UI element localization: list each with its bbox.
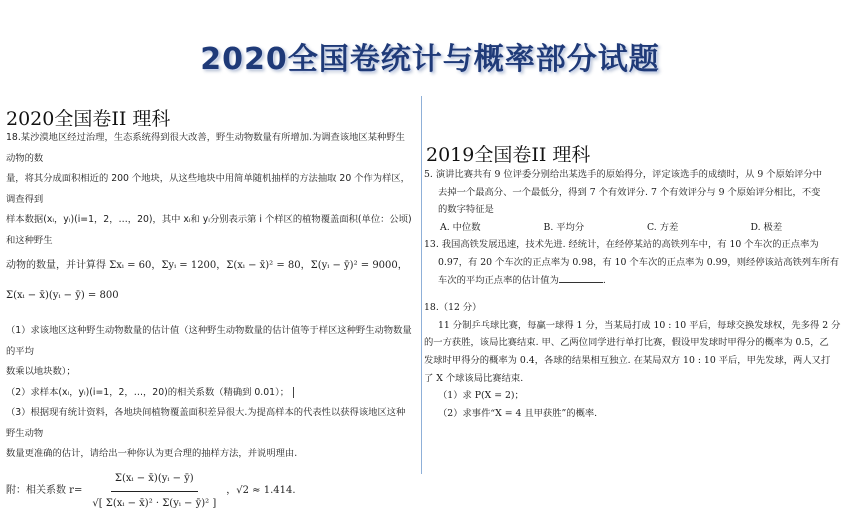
q18-heading: 18.（12 分） [424, 302, 482, 314]
q18-text-line: 18.某沙漠地区经过治理，生态系统得到很大改善，野生动物数量有所增加.为调查该地区某种野生动物的数 [6, 132, 405, 164]
q18-sums-line: 动物的数量，并计算得 Σxᵢ = 60，Σyᵢ = 1200，Σ(xᵢ − x̄)² = 80，Σ(yᵢ − ȳ)² = 9000， [6, 260, 408, 271]
q5-text-line: 去掉一个最高分、一个最低分，得到 7 个有效评分. 7 个有效评分与 9 个原始评分相比，不变 [438, 186, 821, 198]
q18-cross-sum-line: Σ(xᵢ − x̄)(yᵢ − ȳ) = 800 [6, 290, 119, 301]
choice-a: A. 中位数 [440, 221, 481, 233]
column-divider [421, 96, 422, 474]
part1-text: 数乘以地块数）； [6, 366, 76, 377]
part1-text: （1）求该地区这种野生动物数量的估计值（这种野生动物数量的估计值等于样区这种野生动物数量的平均 [6, 325, 412, 357]
q13-text: 车次的平均正点率的估计值为 [438, 274, 559, 286]
q5-text-line: 的数字特征是 [438, 204, 494, 216]
q18-part2: （2）求事件“X = 4 且甲获胜”的概率. [438, 407, 598, 419]
choice-d: D. 极差 [750, 221, 783, 233]
q18-text-line: 了 X 个球该局比赛结束. [424, 372, 524, 384]
corr-numerator: Σ(xᵢ − x̄)(yᵢ − ȳ) [111, 469, 198, 493]
choice-b: B. 平均分 [543, 221, 585, 233]
part3-text: 数量更准确的估计，请给出一种你认为更合理的抽样方法，并说明理由. [6, 448, 298, 459]
part3-text: （3）根据现有统计资料，各地块间植物覆盖面积差异很大.为提高样本的代表性以获得该地区这种野生动物 [6, 407, 406, 439]
q18-text-line: 样本数据(xᵢ，yᵢ)(i=1，2，…，20)，其中 xᵢ和 yᵢ分别表示第 i 个样区的植物覆盖面积(单位：公顷)和这种野生 [6, 214, 412, 246]
q13-text-line: 0.97，有 20 个车次的正点率为 0.98，有 10 个车次的正点率为 0.99，则经停该站高铁列车所有 [438, 256, 839, 268]
q18-part1: （1）求 P(X = 2)； [438, 390, 524, 402]
q5-choices [424, 219, 854, 237]
part2-text [6, 383, 412, 404]
corr-prefix: 附：相关系数 r= [6, 485, 83, 497]
q13-text-line: 13. 我国高铁发展迅速，技术先进. 经统计，在经停某站的高铁列车中，有 10 个车次的正点率为 [424, 239, 819, 251]
q18-text-line: 的一方获胜，该局比赛结束. 甲、乙两位同学进行单打比赛，假设甲发球时甲得分的概率为 0.5，乙 [424, 337, 829, 349]
q5-text-line: 5. 演讲比赛共有 9 位评委分别给出某选手的原始得分，评定该选手的成绩时，从 9 个原始评分中 [424, 169, 823, 180]
page-title: 2020全国卷统计与概率部分试题 [200, 42, 660, 77]
left-question-block [6, 128, 412, 515]
answer-blank [559, 272, 603, 283]
q13-text-line: 车次的平均正点率的估计值为 . [424, 272, 854, 290]
right-question-block [424, 166, 854, 422]
text-cursor [293, 387, 294, 398]
left-section-heading: 2020全国卷II 理科 [6, 108, 171, 130]
sqrt2-note: ，√2 ≈ 1.414. [226, 485, 296, 497]
q18-text-line: 11 分制乒乓球比赛，每赢一球得 1 分，当某局打成 10 : 10 平后，每球交换发球权，先多得 2 分 [438, 319, 841, 331]
choice-c: C. 方差 [647, 221, 679, 233]
q18-text-line: 发球时甲得分的概率为 0.4，各球的结果相互独立. 在某局双方 10 : 10 平后，甲先发球，两人又打 [424, 354, 831, 366]
corr-fraction [88, 469, 220, 515]
part2-label: （2）求样本(xᵢ，yᵢ)(i=1，2，…，20)的相关系数（精确到 0.01）； [6, 386, 290, 398]
corr-denominator: √[ Σ(xᵢ − x̄)² · Σ(yᵢ − ȳ)² ] [92, 498, 217, 509]
right-section-heading: 2019全国卷II 理科 [426, 144, 591, 166]
q18-text-line: 量，将其分成面积相近的 200 个地块，从这些地块中用简单随机抽样的方法抽取 20 个作为样区，调查得到 [6, 173, 410, 205]
correlation-formula [6, 469, 412, 515]
